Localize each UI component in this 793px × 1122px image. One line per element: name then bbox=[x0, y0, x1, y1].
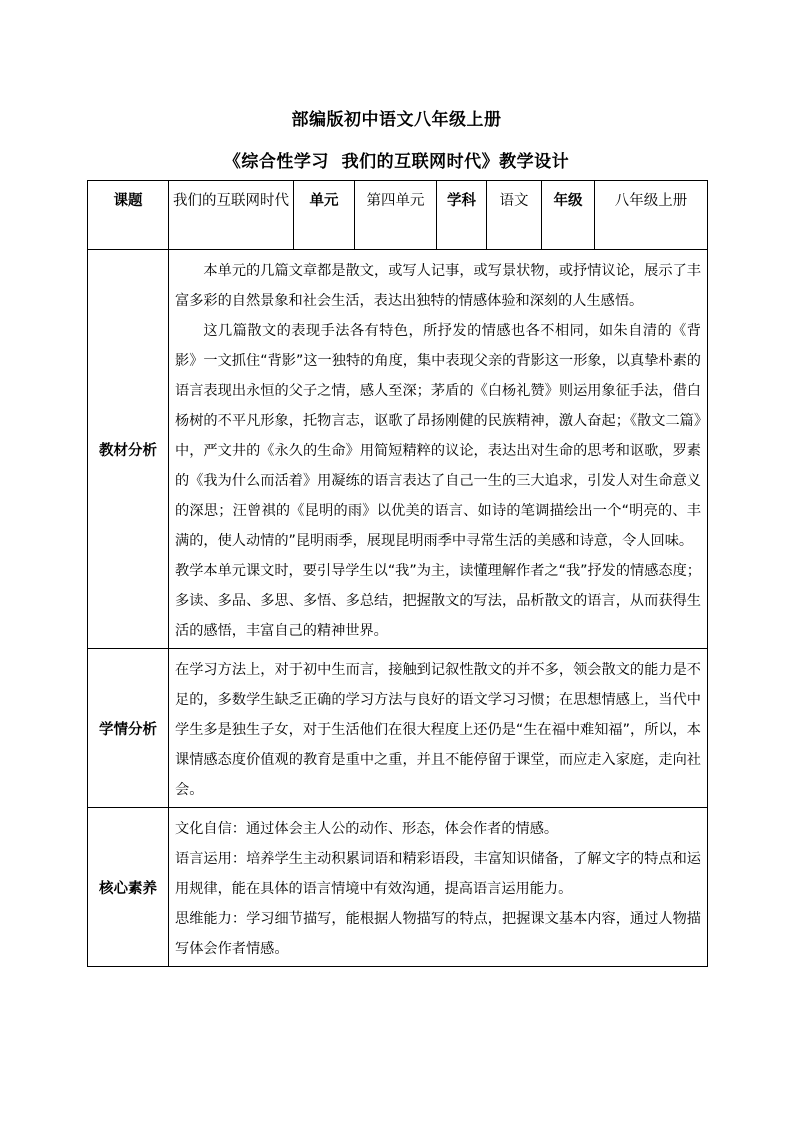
material-content bbox=[169, 250, 708, 649]
grade-value: 八年级上册 bbox=[595, 181, 708, 250]
subject-value: 语文 bbox=[487, 181, 542, 250]
literacy-row bbox=[88, 808, 708, 967]
grade-label: 年级 bbox=[542, 181, 595, 250]
literacy-item: 思维能力：学习细节描写，能根据人物描写的特点，把握课文基本内容，通过人物描写体会作者情感。 bbox=[175, 911, 701, 957]
students-label: 学情分析 bbox=[88, 649, 169, 808]
students-paragraph: 在学习方法上，对于初中生而言，接触到记叙性散文的并不多，领会散文的能力是不足的，多数学生缺乏正确的学习方法与良好的语文学习习惯；在思想情感上，当代中学生多是独生子女，对于生活他们在很大程度上还仍是“生在福中难知福”，所以，本课情感态度价值观的教育是重中之重，并且不能停留于课堂，而应走入家庭，走向社会。 bbox=[175, 662, 701, 798]
students-row bbox=[88, 649, 708, 808]
literacy-item: 文化自信：通过体会主人公的动作、形态，体会作者的情感。 bbox=[175, 821, 559, 837]
material-label: 教材分析 bbox=[88, 250, 169, 649]
document-subtitle: 《综合性学习 我们的互联网时代》教学设计 bbox=[223, 152, 570, 172]
lesson-plan-table bbox=[87, 180, 708, 967]
material-row bbox=[88, 250, 708, 649]
topic-value: 我们的互联网时代 bbox=[169, 181, 294, 250]
literacy-label: 核心素养 bbox=[88, 808, 169, 967]
info-row bbox=[88, 181, 708, 250]
material-paragraph: 本单元的几篇文章都是散文，或写人记事，或写景状物，或抒情议论，展示了丰富多彩的自然景象和社会生活，表达出独特的情感体验和深刻的人生感悟。 bbox=[175, 263, 701, 309]
document-title: 部编版初中语文八年级上册 bbox=[291, 110, 502, 130]
subject-label: 学科 bbox=[437, 181, 487, 250]
material-paragraph: 这几篇散文的表现手法各有特色，所抒发的情感也各不相同，如朱自清的《背影》一文抓住“背影”这一独特的角度，集中表现父亲的背影这一形象，以真挚朴素的语言表现出永恒的父子之情，感人至深；茅盾的《白杨礼赞》则运用象征手法，借白杨树的不平凡形象，托物言志，讴歌了昂扬刚健的民族精神，激人奋起；《散文二篇》中，严文井的《永久的生命》用简短精粹的议论，表达出对生命的思考和讴歌，罗素的《我为什么而活着》用凝练的语言表达了自己一生的三大追求，引发人对生命意义的深思；汪曾祺的《昆明的雨》以优美的语言、如诗的笔调描绘出一个“明亮的、丰满的，使人动情的”昆明雨季，展现昆明雨季中寻常生活的美感和诗意，令人回味。 bbox=[175, 323, 701, 549]
material-paragraph: 教学本单元课文时，要引导学生以“我”为主，读懂理解作者之“我”抒发的情感态度；多读、多品、多思、多悟、多总结，把握散文的写法，品析散文的语言，从而获得生活的感悟，丰富自己的精神世界。 bbox=[175, 563, 701, 639]
topic-label: 课题 bbox=[88, 181, 169, 250]
unit-label: 单元 bbox=[294, 181, 355, 250]
unit-value: 第四单元 bbox=[355, 181, 437, 250]
literacy-item: 语言运用：培养学生主动积累词语和精彩语段，丰富知识储备，了解文字的特点和运用规律，能在具体的语言情境中有效沟通，提高语言运用能力。 bbox=[175, 851, 701, 897]
students-content bbox=[169, 649, 708, 808]
literacy-content bbox=[169, 808, 708, 967]
